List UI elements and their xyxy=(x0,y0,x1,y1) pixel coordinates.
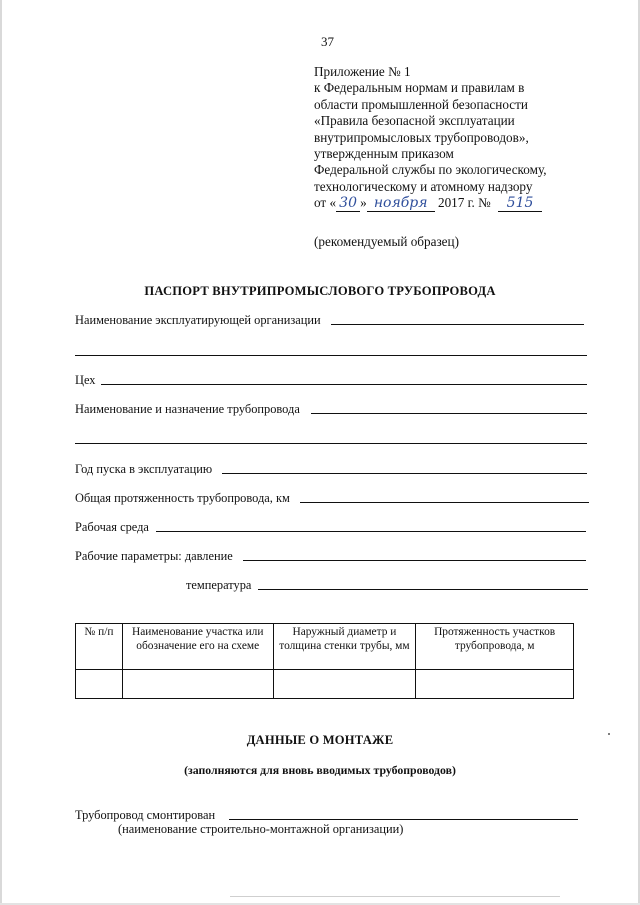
pressure-field[interactable] xyxy=(243,560,586,561)
table-row xyxy=(76,670,574,699)
page-number: 37 xyxy=(321,34,334,49)
appendix-line: области промышленной безопасности xyxy=(314,96,528,112)
appendix-header xyxy=(314,64,547,212)
col-header-diameter: Наружный диаметр и толщина стенки трубы, мм xyxy=(273,624,416,670)
total-length-label: Общая протяженность трубопровода, км xyxy=(75,491,290,505)
appendix-line: Приложение № 1 xyxy=(314,64,411,79)
table-cell[interactable] xyxy=(76,670,123,699)
col-header-number: № п/п xyxy=(76,624,123,670)
working-medium-field[interactable] xyxy=(156,531,586,532)
mounted-by-label: Трубопровод смонтирован xyxy=(75,808,216,822)
pressure-label: Рабочие параметры: давление xyxy=(75,549,233,563)
appendix-line: Федеральной службы по экологическому, xyxy=(314,162,547,178)
operator-org-field[interactable] xyxy=(331,324,584,325)
workshop-label: Цех xyxy=(75,373,96,387)
date-quote-close: » xyxy=(360,195,367,211)
table-cell[interactable] xyxy=(416,670,574,699)
installation-section-subtitle: (заполняются для вновь вводимых трубопроводов) xyxy=(184,763,456,777)
order-date-line xyxy=(314,195,547,212)
table-cell[interactable] xyxy=(122,670,273,699)
mounted-by-field[interactable] xyxy=(229,819,578,820)
table-cell[interactable] xyxy=(273,670,416,699)
temperature-field[interactable] xyxy=(258,589,588,590)
operator-org-label: Наименование эксплуатирующей организации xyxy=(75,313,321,327)
temperature-label: температура xyxy=(186,578,252,592)
appendix-line: технологическому и атомному надзору xyxy=(314,178,533,194)
pipeline-name-field[interactable] xyxy=(311,413,587,414)
working-medium-label: Рабочая среда xyxy=(75,520,149,534)
scan-artifact-line xyxy=(230,896,560,897)
pipeline-name-label: Наименование и назначение трубопровода xyxy=(75,402,300,416)
handwritten-order-number: 515 xyxy=(498,196,542,212)
appendix-line: утвержденным приказом xyxy=(314,146,454,162)
commissioning-year-label: Год пуска в эксплуатацию xyxy=(75,462,213,476)
page-title: ПАСПОРТ ВНУТРИПРОМЫСЛОВОГО ТРУБОПРОВОДА xyxy=(144,284,496,298)
table-header-row xyxy=(76,624,574,670)
date-prefix: от « xyxy=(314,195,337,211)
date-year: 2017 г. № xyxy=(434,195,495,211)
sample-note: (рекомендуемый образец) xyxy=(314,234,459,249)
handwritten-month: ноября xyxy=(367,196,435,212)
col-header-length: Протяженность участков трубопровода, м xyxy=(416,624,574,670)
appendix-line: к Федеральным нормам и правилам в xyxy=(314,80,525,96)
handwritten-day: 30 xyxy=(336,196,360,212)
installation-section-title: ДАННЫЕ О МОНТАЖЕ xyxy=(246,733,394,747)
commissioning-year-field[interactable] xyxy=(222,473,587,474)
operator-org-field-continued[interactable] xyxy=(75,355,587,356)
mounted-by-caption: (наименование строительно-монтажной организации) xyxy=(118,822,404,836)
pipeline-name-field-continued[interactable] xyxy=(75,443,587,444)
col-header-section-name: Наименование участка или обозначение его на схеме xyxy=(122,624,273,670)
total-length-field[interactable] xyxy=(300,502,589,503)
pipeline-sections-table xyxy=(75,623,574,699)
workshop-field[interactable] xyxy=(101,384,587,385)
appendix-line: внутрипромысловых трубопроводов», xyxy=(314,129,529,145)
appendix-line: «Правила безопасной эксплуатации xyxy=(314,113,515,129)
